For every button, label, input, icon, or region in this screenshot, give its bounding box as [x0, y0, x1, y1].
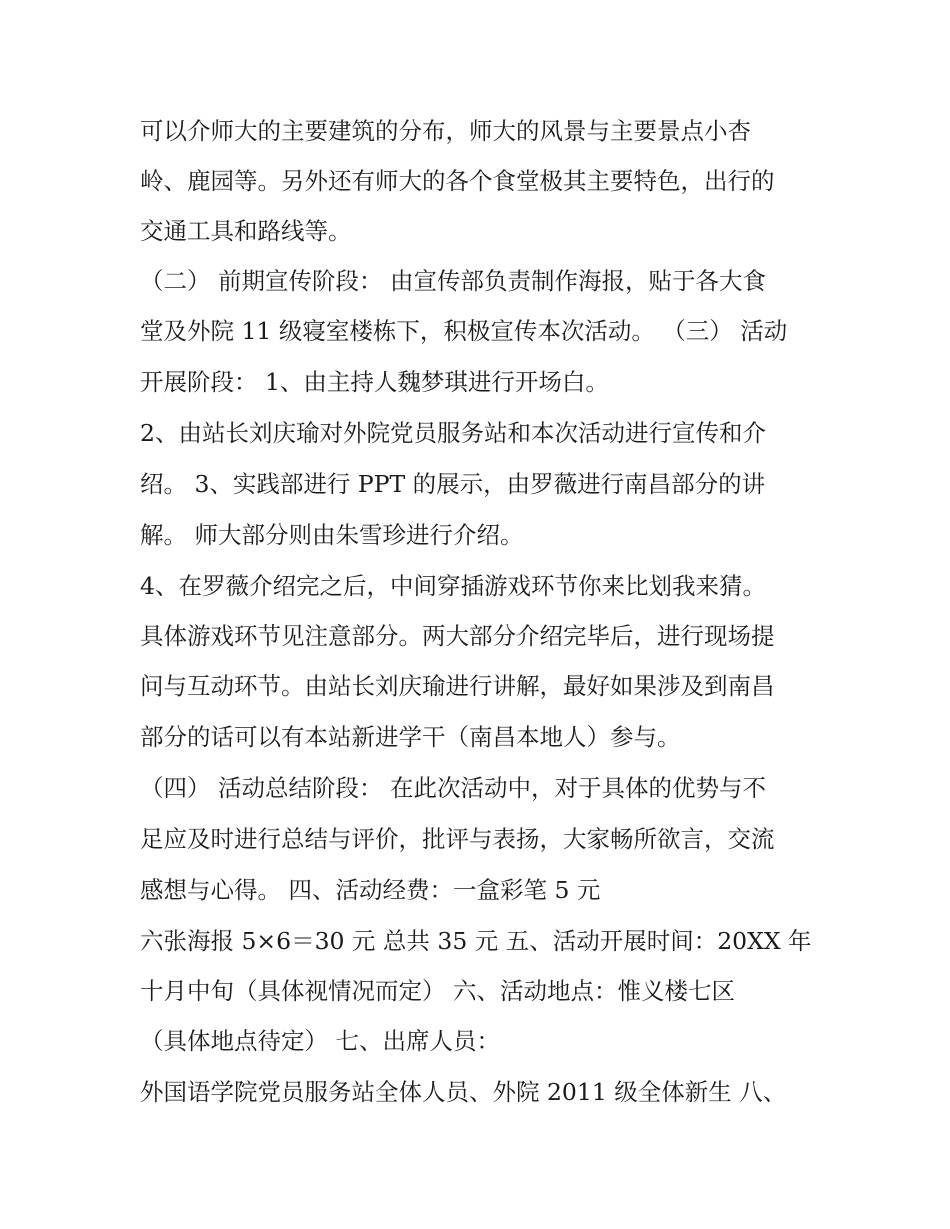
text-line: 堂及外院 11 级寝室楼栋下，积极宣传本次活动。 （三） 活动: [140, 317, 788, 345]
text-line: 具体游戏环节见注意部分。两大部分介绍完毕后，进行现场提: [140, 622, 775, 650]
text-line: 感想与心得。 四、活动经费：一盒彩笔 5 元: [140, 876, 601, 904]
text-line: （具体地点待定） 七、出席人员：: [140, 1027, 500, 1055]
text-line: （四） 活动总结阶段： 在此次活动中，对于具体的优势与不: [140, 774, 766, 802]
text-line: 部分的话可以有本站新进学干（南昌本地人）参与。: [140, 723, 681, 751]
text-line: 开展阶段： 1、由主持人魏梦琪进行开场白。: [140, 368, 609, 396]
text-line: 4、在罗薇介绍完之后，中间穿插游戏环节你来比划我来猜。: [140, 572, 766, 600]
text-line: 岭、鹿园等。另外还有师大的各个食堂极其主要特色，出行的: [140, 167, 775, 195]
text-line: 足应及时进行总结与评价，批评与表扬，大家畅所欲言，交流: [140, 825, 775, 853]
text-line: 十月中旬（具体视情况而定） 六、活动地点：惟义楼七区: [140, 977, 735, 1005]
text-line: 解。 师大部分则由朱雪珍进行介绍。: [140, 521, 524, 549]
text-line: 六张海报 5×6＝30 元 总共 35 元 五、活动开展时间：20XX 年: [140, 927, 812, 955]
text-line: 问与互动环节。由站长刘庆瑜进行讲解，最好如果涉及到南昌: [140, 672, 775, 700]
text-line: 绍。 3、实践部进行 PPT 的展示，由罗薇进行南昌部分的讲: [140, 470, 766, 498]
text-line: 外国语学院党员服务站全体人员、外院 2011 级全体新生 八、: [140, 1078, 787, 1106]
text-line: 交通工具和路线等。: [140, 217, 352, 245]
text-line: （二） 前期宣传阶段： 由宣传部负责制作海报，贴于各大食: [140, 267, 766, 295]
text-line: 可以介师大的主要建筑的分布，师大的风景与主要景点小杏: [140, 117, 751, 145]
text-line: 2、由站长刘庆瑜对外院党员服务站和本次活动进行宣传和介: [140, 419, 766, 447]
